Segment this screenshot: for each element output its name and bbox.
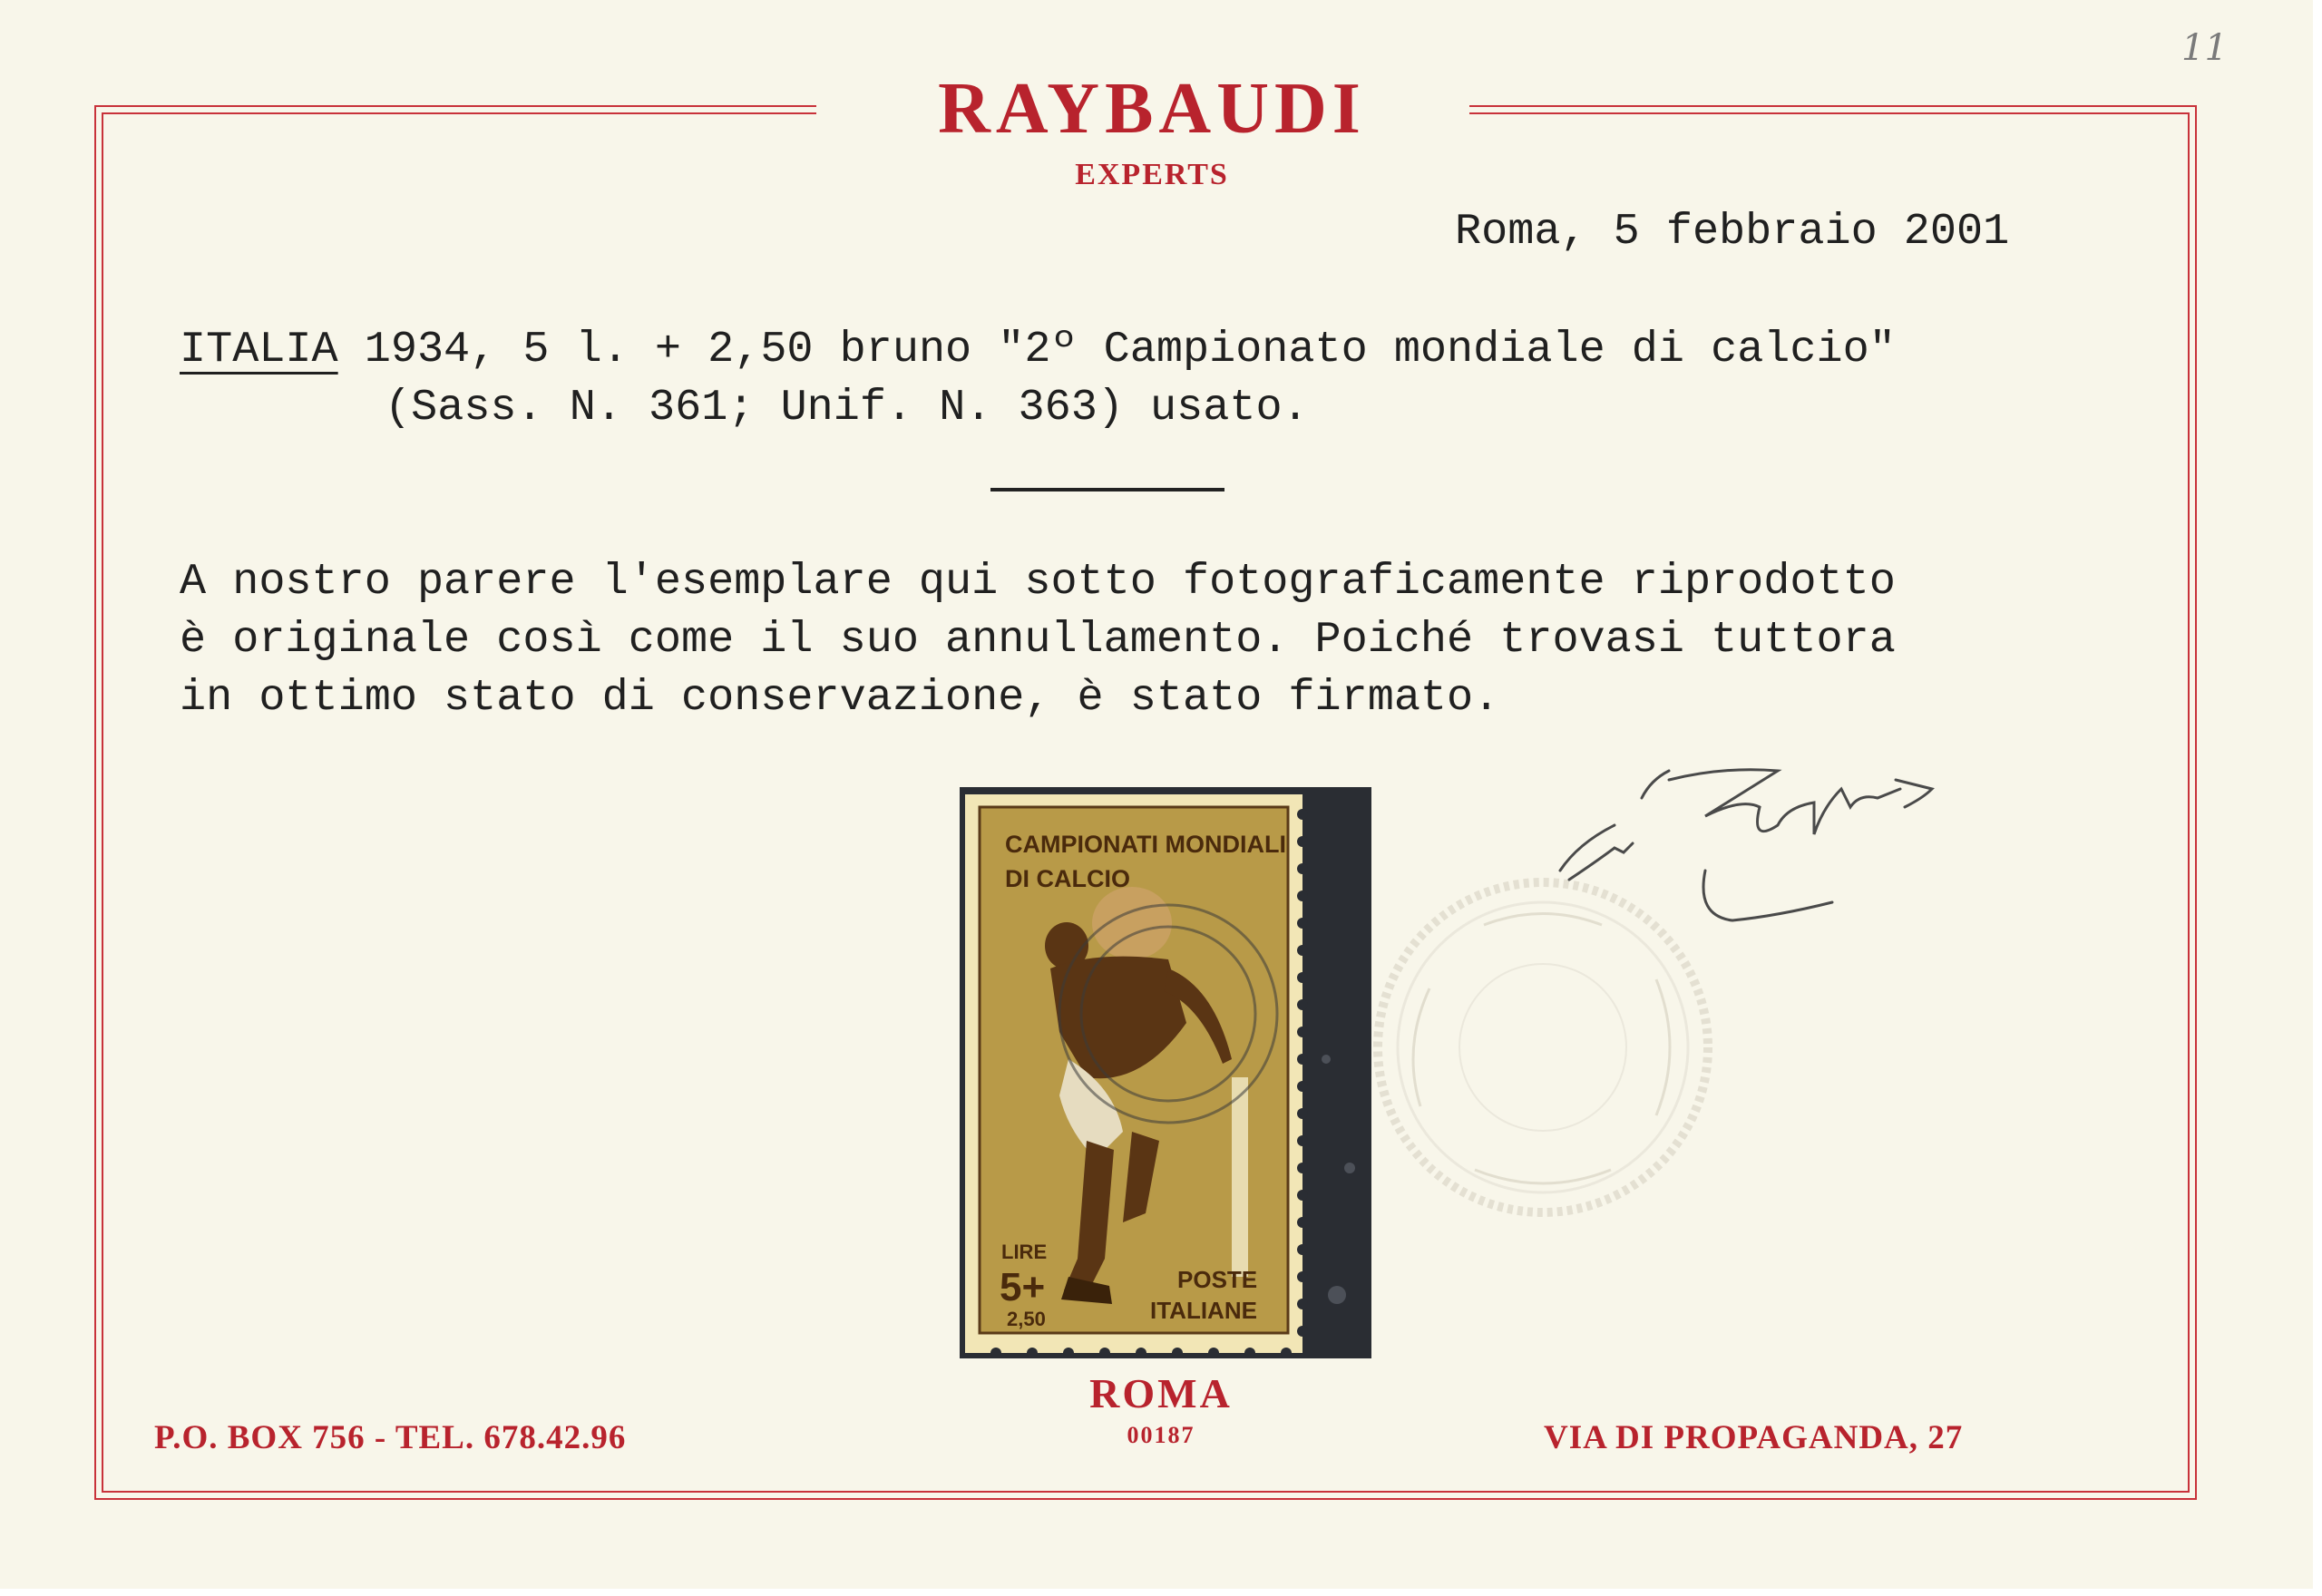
- footer-address: VIA DI PROPAGANDA, 27: [1544, 1419, 1964, 1456]
- item-line-1: [180, 325, 1896, 375]
- brand-title: RAYBAUDI: [938, 69, 1366, 149]
- separator-rule: [990, 488, 1224, 491]
- stamp-image: [960, 787, 1371, 1358]
- opinion-line-3: in ottimo stato di conservazione, è stato firmato.: [180, 673, 1500, 723]
- brand-subtitle: EXPERTS: [1075, 158, 1229, 191]
- handwritten-signature: [1542, 744, 2014, 943]
- footer-zip: 00187: [1127, 1422, 1195, 1448]
- opinion-line-1: A nostro parere l'esemplare qui sotto fotograficamente riprodotto: [180, 557, 1896, 607]
- item-description: 1934, 5 l. + 2,50 bruno "2º Campionato mondiale di calcio": [337, 325, 1896, 375]
- scan-edge-bottom: [0, 1589, 2322, 1596]
- scan-edge-right: [2313, 0, 2322, 1596]
- stamp-text-top-2: DI CALCIO: [1005, 865, 1130, 892]
- stamp-surcharge: 2,50: [1007, 1308, 1046, 1330]
- stamp-photo: [960, 787, 1371, 1358]
- stamp-value-label: LIRE: [1001, 1241, 1048, 1263]
- footer-po-box: P.O. BOX 756 - TEL. 678.42.96: [154, 1419, 627, 1456]
- stamp-text-top-1: CAMPIONATI MONDIALI: [1005, 831, 1286, 858]
- date-line: Roma, 5 febbraio 2001: [1455, 207, 2010, 257]
- stamp-text-poste: POSTE: [1177, 1266, 1258, 1293]
- stamp-text-italiane: ITALIANE: [1150, 1297, 1257, 1324]
- stamp-value: 5+: [1000, 1265, 1046, 1309]
- margin-note: 11: [2181, 27, 2228, 69]
- opinion-line-2: è originale così come il suo annullamento. Poiché trovasi tuttora: [180, 615, 1896, 665]
- item-line-2: (Sass. N. 361; Unif. N. 363) usato.: [385, 383, 1309, 433]
- footer-city: ROMA: [1089, 1370, 1233, 1416]
- item-country: ITALIA: [180, 325, 338, 375]
